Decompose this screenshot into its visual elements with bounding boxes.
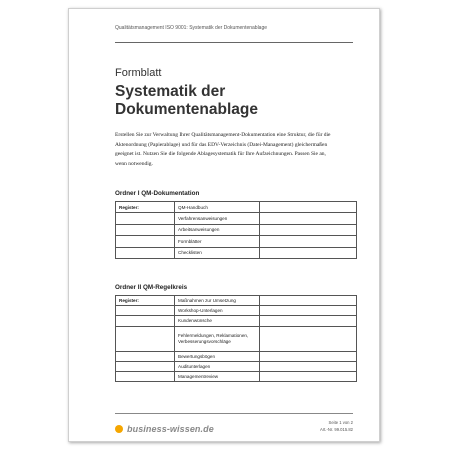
register-entry: Bewertungsbögen (175, 351, 260, 361)
register-label: Register: (116, 202, 175, 213)
empty-cell (260, 296, 357, 306)
empty-cell (116, 316, 175, 326)
table-row (116, 213, 357, 224)
empty-cell (260, 326, 357, 351)
article-number: Art.-Nr. 99.015.82 (319, 427, 353, 432)
document-title: Systematik der Dokumentenablage (115, 83, 258, 118)
register-entry: Managementreview (175, 371, 260, 381)
empty-cell (116, 224, 175, 235)
form-label: Formblatt (115, 67, 162, 79)
brand-dot-icon (115, 425, 123, 433)
empty-cell (116, 213, 175, 224)
register-entry: QM-Handbuch (175, 202, 260, 213)
footer-divider (115, 413, 353, 414)
page-info (320, 419, 353, 433)
register-entry: Arbeitsanweisungen (175, 224, 260, 235)
register-table-ordner-1 (115, 201, 357, 259)
table-row (116, 202, 357, 213)
empty-cell (260, 213, 357, 224)
brand-name: business-wissen.de (127, 424, 214, 434)
table-row (116, 361, 357, 371)
page-number: Seite 1 von 2 (328, 420, 353, 425)
table-row (116, 247, 357, 258)
register-entry: Auditunterlagen (175, 361, 260, 371)
empty-cell (116, 236, 175, 247)
register-label: Register: (116, 296, 175, 306)
register-entry: Formblätter (175, 236, 260, 247)
table-row (116, 224, 357, 235)
empty-cell (260, 351, 357, 361)
empty-cell (260, 247, 357, 258)
table-row (116, 371, 357, 381)
empty-cell (116, 306, 175, 316)
register-entry: Fehlermeldungen, Reklamationen, Verbesserungsvorschläge (175, 326, 260, 351)
empty-cell (260, 224, 357, 235)
register-entry: Kundenwünsche (175, 316, 260, 326)
empty-cell (116, 247, 175, 258)
table-row (116, 306, 357, 316)
register-table-ordner-2 (115, 295, 357, 382)
empty-cell (116, 326, 175, 351)
section-title-ordner-1: Ordner I QM-Dokumentation (115, 190, 200, 197)
register-entry: Workshop-Unterlagen (175, 306, 260, 316)
table-row (116, 296, 357, 306)
empty-cell (260, 306, 357, 316)
page-header: Qualitätsmanagement ISO 9001: Systematik der Dokumentenablage (115, 25, 268, 31)
intro-paragraph: Erstellen Sie zur Verwaltung Ihrer Qualitätsmanagement-Dokumentation eine Struktur, die für die Aktenordnung (Papierablage) und für das EDV-Verzeichnis (Datei-Management) gleichermaßen geeignet ist. Nutzen Sie die folgende Ablagesystematik für Ihre Aufzeichnungen. Passen Sie an, wenn notwendig. (115, 132, 331, 167)
register-entry: Verfahrensanweisungen (175, 213, 260, 224)
brand-logo (115, 423, 214, 435)
table-row (116, 236, 357, 247)
header-divider (115, 42, 353, 43)
empty-cell (116, 361, 175, 371)
empty-cell (260, 316, 357, 326)
empty-cell (260, 236, 357, 247)
empty-cell (260, 371, 357, 381)
register-entry: Maßnahmen zur Umsetzung (175, 296, 260, 306)
empty-cell (260, 202, 357, 213)
table-row (116, 326, 357, 351)
register-entry: Checklisten (175, 247, 260, 258)
section-title-ordner-2: Ordner II QM-Regelkreis (115, 284, 188, 291)
document-page (68, 8, 380, 442)
empty-cell (116, 351, 175, 361)
table-row (116, 351, 357, 361)
empty-cell (260, 361, 357, 371)
table-row (116, 316, 357, 326)
empty-cell (116, 371, 175, 381)
